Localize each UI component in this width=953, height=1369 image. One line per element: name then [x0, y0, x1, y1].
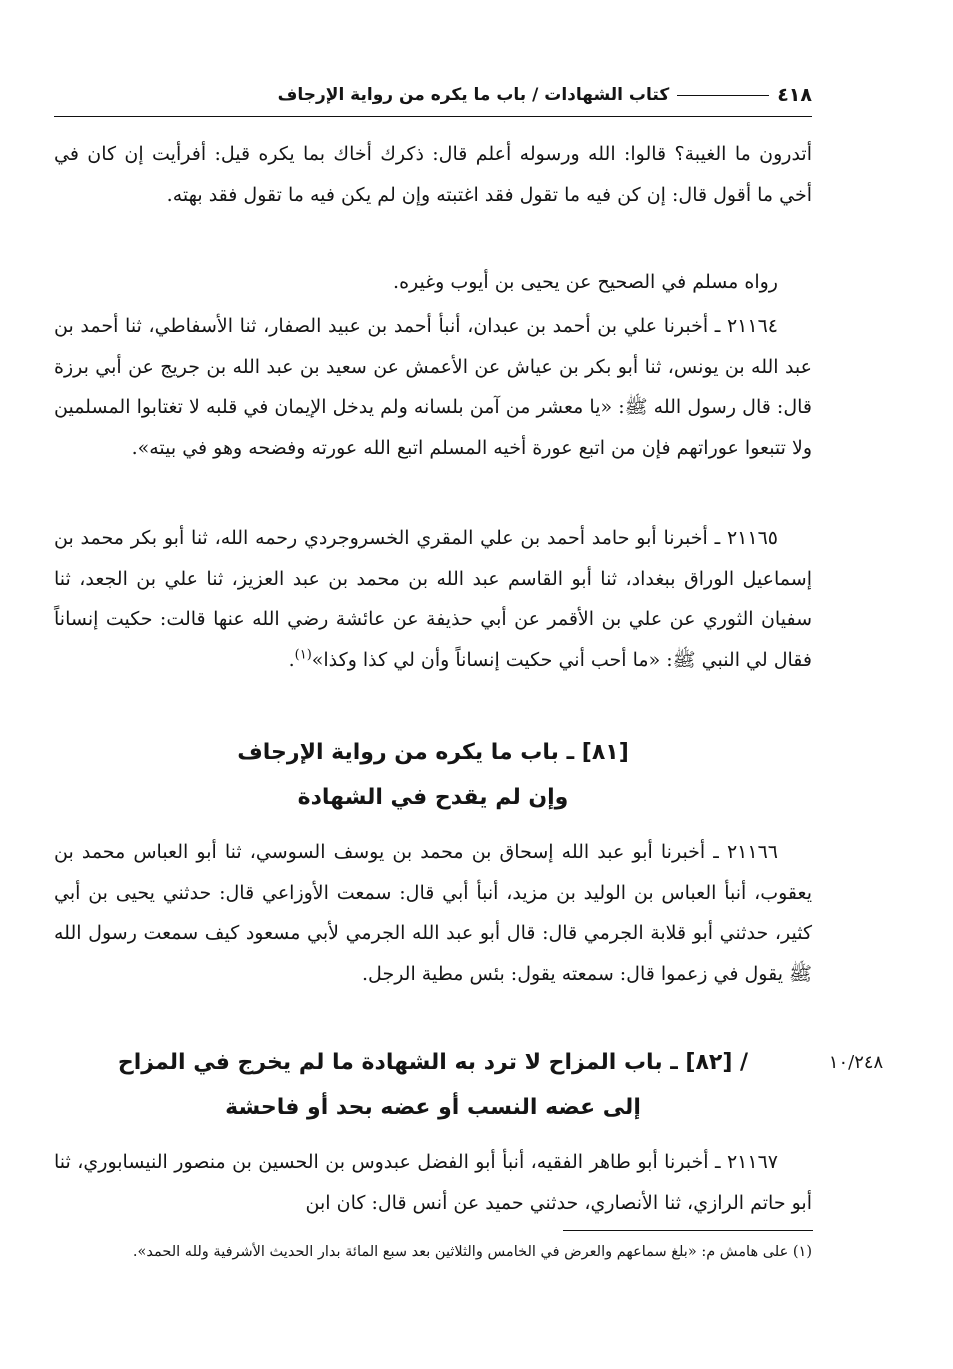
footnote-1: (١) على هامش م: «بلغ سماعهم والعرض في الخامس والثلاثين بعد سبع المائة بدار الحديث الأشرفية ولله الحمد».: [132, 1244, 812, 1260]
header-rule: [677, 95, 769, 96]
header-divider: [54, 116, 812, 117]
chapter-82-title: [54, 1040, 812, 1130]
chapter-82-title-line2: إلى عضه النسب أو عضه بحد أو فاحشة: [225, 1095, 641, 1120]
hadith-21165-end: .: [288, 648, 295, 671]
paragraph: أتدرون ما الغيبة؟ قالوا: الله ورسوله أعلم قال: ذكرك أخاك بما يكره قيل: أفرأيت إن كان في أخي ما أقول قال: إن كن فيه ما تقول فقد اغتبته وإن لم يكن فيه ما تقول فقد بهته.: [54, 143, 812, 206]
hadith-21165-text: ٢١١٦٥ ـ أخبرنا أبو حامد أحمد بن علي المقري الخسروجردي رحمه الله، ثنا أبو بكر محمد بن إسماعيل الوراق ببغداد، ثنا أبو القاسم عبد الله بن محمد بن عبد العزيز، ثنا علي بن الجعد، ثنا سفيان الثوري عن علي بن الأقمر عن أبي حذيفة عن عائشة رضي الله عنها قالت: حكيت إنساناً فقال لي النبي ﷺ: «ما أحب أني حكيت إنساناً وأن لي كذا وكذا»: [54, 527, 812, 671]
hadith-21165: [54, 518, 812, 680]
running-title: كتاب الشهادات / باب ما يكره من رواية الإرجاف: [277, 85, 670, 105]
text-block-2: [54, 262, 812, 303]
page-header: [54, 76, 812, 114]
text-block-hadith-21165: [54, 518, 812, 680]
hadith-21166: ٢١١٦٦ ـ أخبرنا أبو عبد الله إسحاق بن محمد بن يوسف السوسي، ثنا أبو العباس محمد بن يعقوب، أنبأ العباس بن الوليد بن مزيد، أنبأ أبي قال: سمعت الأوزاعي قال: حدثني يحيى بن أبي كثير، حدثني أبو قلابة الجرمي قال: قال أبو عبد الله الجرمي لأبي مسعود كيف سمعت رسول الله ﷺ يقول في زعموا قال: سمعته يقول: بئس مطية الرجل.: [54, 841, 812, 985]
footnote-marker: (١): [294, 647, 312, 663]
hadith-21164: ٢١١٦٤ ـ أخبرنا علي بن أحمد بن عبدان، أنبأ أحمد بن عبيد الصفار، ثنا الأسفاطي، ثنا أحمد بن عبد الله بن يونس، ثنا أبو بكر بن عياش عن الأعمش عن سعيد بن عبد الله بن جريج عن أبي برزة قال: قال رسول الله ﷺ: «يا معشر من آمن بلسانه ولم يدخل الإيمان في قلبه لا تغتابوا المسلمين ولا تتبعوا عوراتهم فإن من اتبع عورة أخيه المسلم اتبع الله عورته وفضحه وهو في بيته».: [54, 315, 812, 459]
text-block-hadith-21167: [54, 1142, 812, 1223]
chapter-81-title: [54, 730, 812, 820]
chapter-81-title-line1: [٨١] ـ باب ما يكره من رواية الإرجاف: [237, 740, 629, 765]
chapter-82-title-line1: / [٨٢] ـ باب المزاح لا ترد به الشهادة ما لم يخرج في المزاح: [117, 1050, 749, 1075]
text-block-hadith-21166: [54, 832, 812, 994]
text-block-top: [54, 134, 812, 215]
text-block-hadith-21164: [54, 306, 812, 468]
chapter-81-title-line2: وإن لم يقدح في الشهادة: [297, 785, 569, 810]
footnote-divider: [563, 1230, 813, 1231]
hadith-21167: ٢١١٦٧ ـ أخبرنا أبو طاهر الفقيه، أنبأ أبو الفضل عبدوس بن الحسين بن منصور النيسابوري، ثنا أبو حاتم الرازي، ثنا الأنصاري، حدثني حميد عن أنس قال: كان ابن: [54, 1151, 812, 1214]
footnote-block: [54, 1236, 812, 1268]
page-number: ٤١٨: [777, 84, 812, 106]
margin-reference: ١٠/٢٤٨: [828, 1052, 884, 1073]
paragraph: رواه مسلم في الصحيح عن يحيى بن أيوب وغيره.: [393, 271, 778, 293]
